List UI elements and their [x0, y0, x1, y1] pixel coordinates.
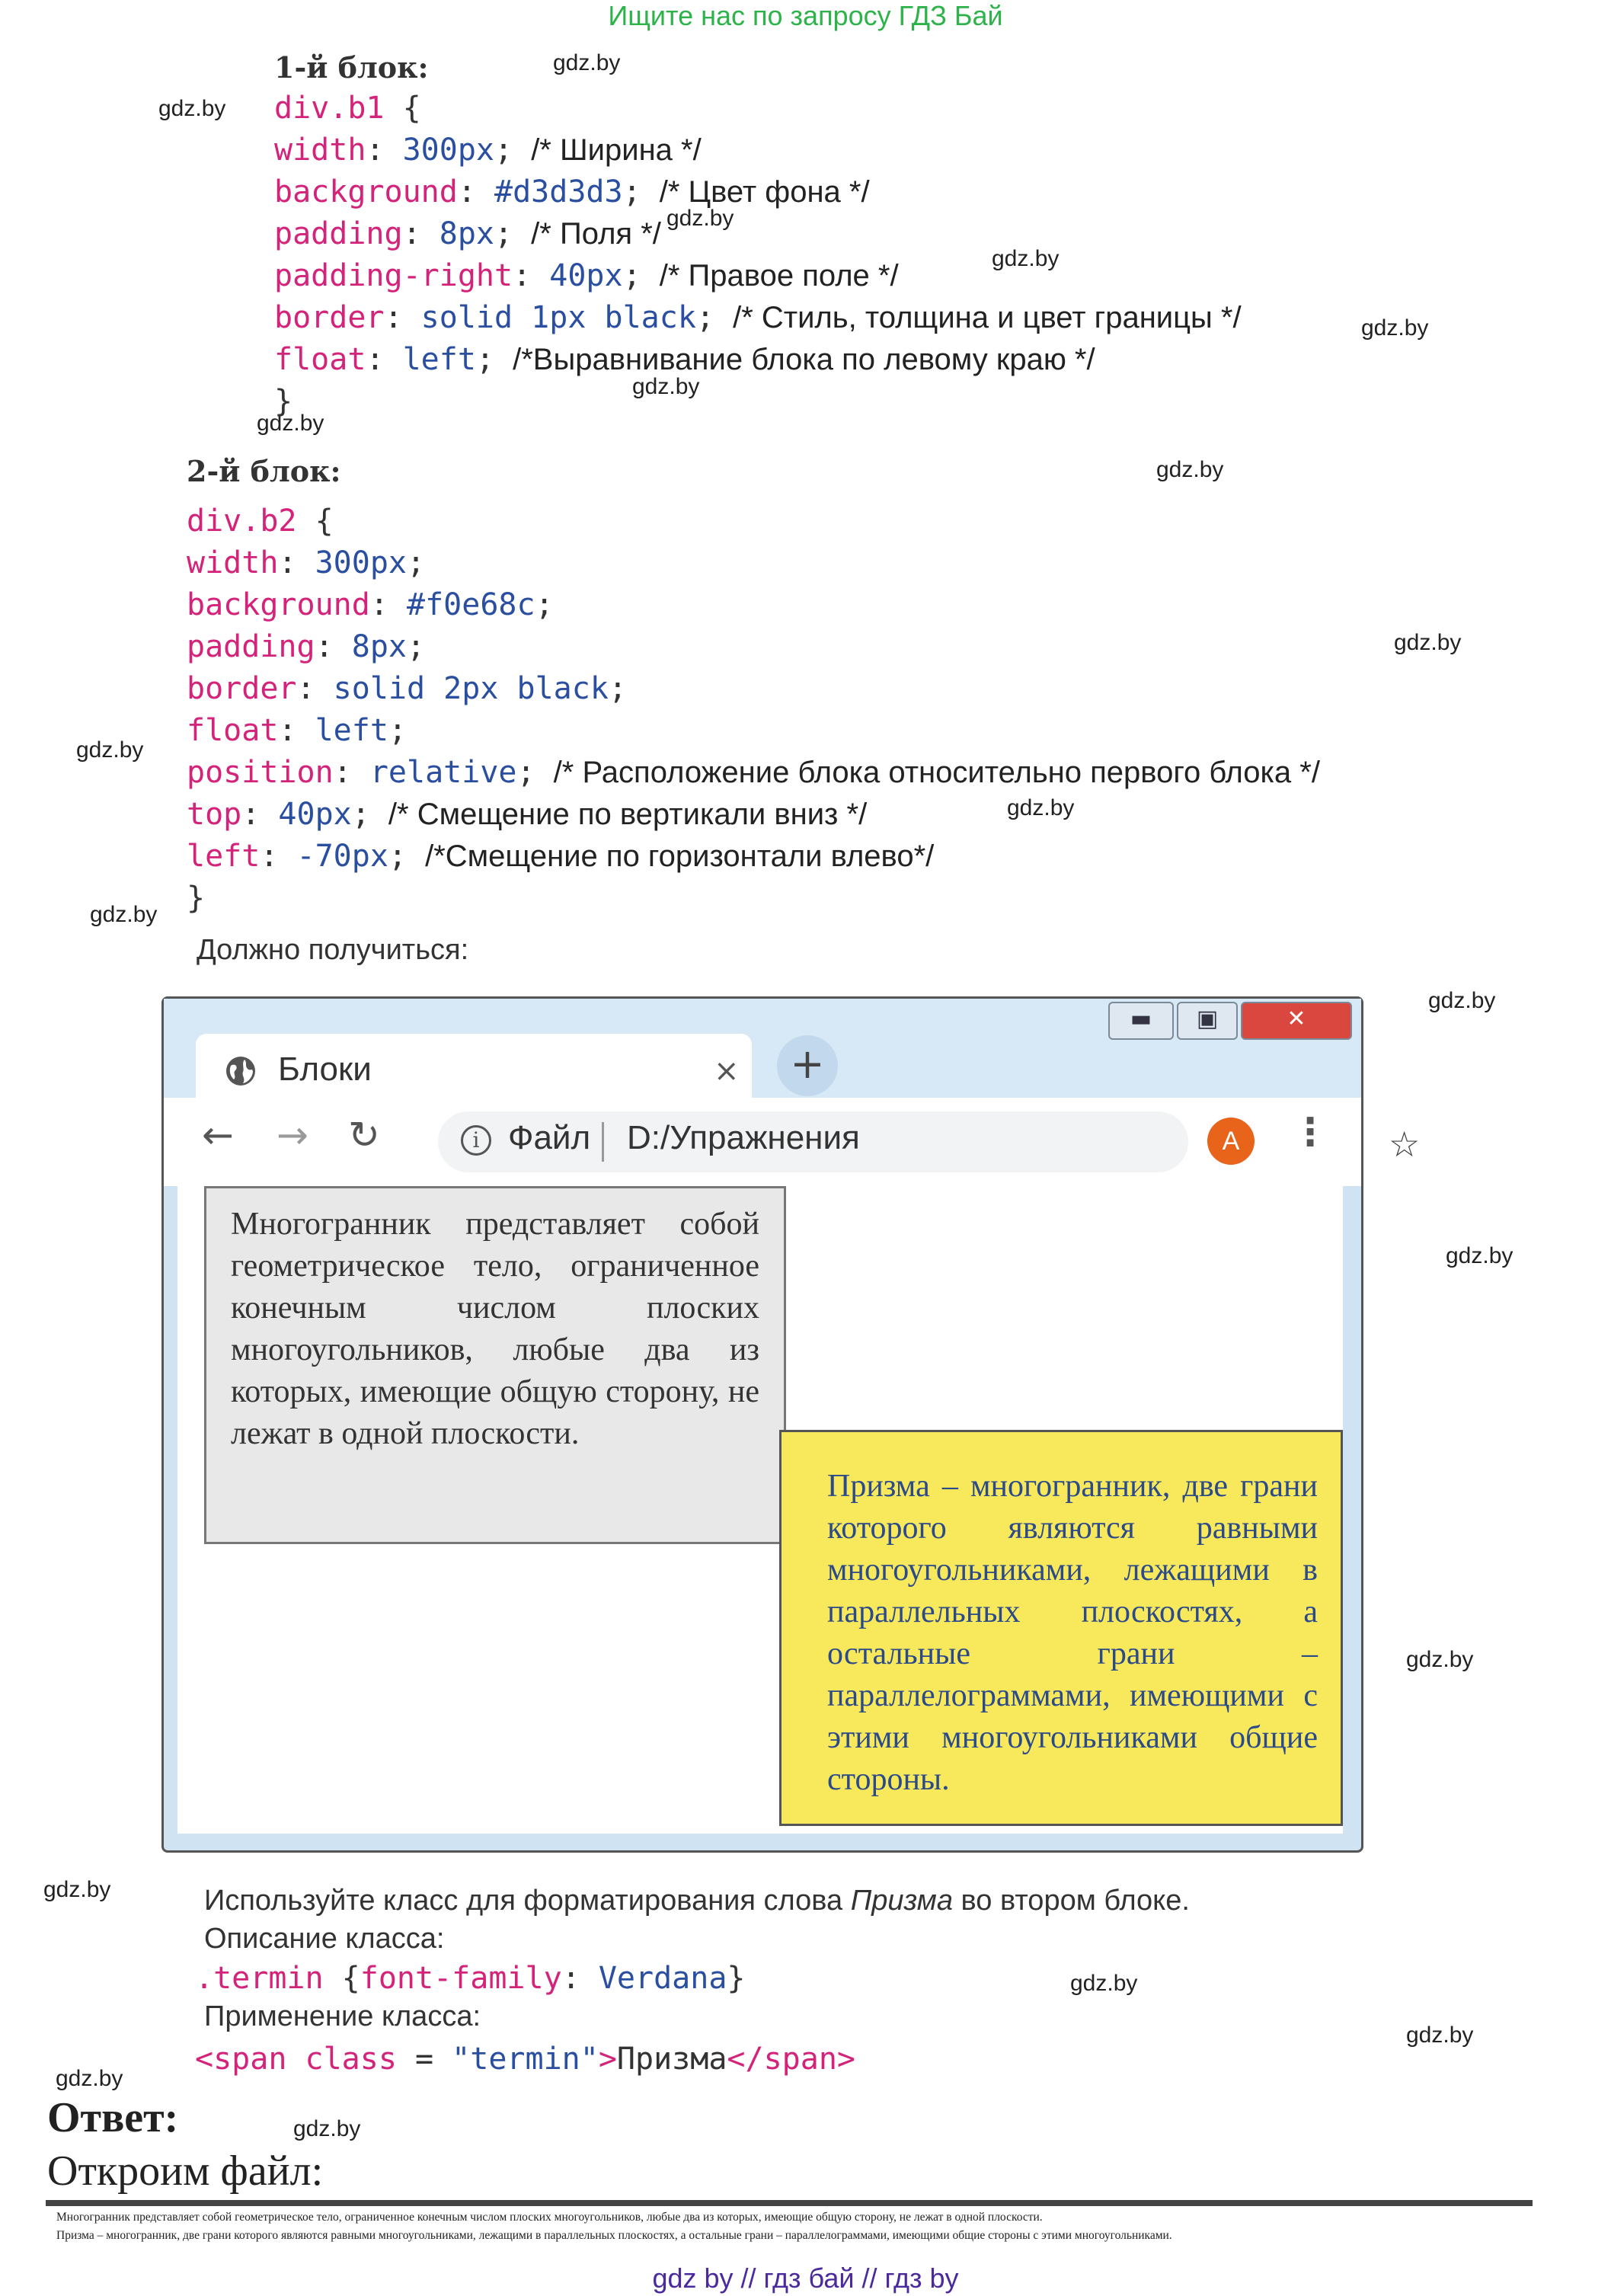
brace-close: } [727, 1961, 746, 1996]
brace-open: { [296, 504, 334, 539]
watermark: gdz.by [76, 737, 144, 763]
task-text: Используйте класс для форматирования слова [204, 1885, 851, 1917]
css-prop: border [274, 300, 385, 335]
brace-open: { [323, 1961, 360, 1996]
css-prop: padding-right [274, 258, 513, 293]
watermark: gdz.by [1007, 795, 1075, 820]
css-prop: float [187, 713, 279, 748]
divider [602, 1122, 604, 1162]
tab-bar [164, 999, 1361, 1098]
css-value: -70px [296, 839, 388, 874]
top-banner[interactable]: Ищите нас по запросу ГДЗ Бай [608, 0, 1003, 31]
watermark: gdz.by [992, 246, 1060, 271]
result-label: Должно получиться: [197, 934, 469, 966]
css-comment: /* Смещение по вертикали вниз */ [388, 798, 868, 831]
brace-open: { [384, 91, 421, 126]
info-icon[interactable]: i [461, 1125, 491, 1156]
watermark: gdz.by [257, 411, 324, 436]
task-term: Призма [850, 1885, 953, 1917]
css-value: 8px [351, 629, 407, 664]
css-value: relative [369, 755, 517, 790]
css-value: #d3d3d3 [494, 174, 623, 209]
watermark: gdz.by [158, 96, 226, 121]
css-value: 8px [439, 216, 494, 251]
toolbar [164, 1098, 1421, 1186]
forward-button[interactable]: → [276, 1113, 308, 1157]
open-file-label: Откроим файл: [47, 2147, 324, 2195]
close-tab-icon[interactable]: × [714, 1054, 740, 1089]
css-value: 300px [315, 545, 408, 580]
css-prop: font-family [360, 1961, 562, 1996]
block1-heading: 1-й блок: [274, 50, 429, 85]
html-tag: > [598, 2042, 617, 2077]
star-icon[interactable]: ☆ [1389, 1124, 1421, 1165]
css-comment: /*Выравнивание блока по левому краю */ [513, 343, 1095, 376]
window-controls [1108, 1000, 1352, 1043]
css-comment: /*Смещение по горизонтали влево*/ [425, 839, 935, 873]
css-prop: left [187, 839, 261, 874]
class-use-label: Применение класса: [204, 2000, 481, 2032]
css-prop: padding [274, 216, 403, 251]
css-prop: width [274, 133, 366, 168]
brace-close: } [274, 384, 293, 419]
watermark: gdz.by [1446, 1243, 1514, 1268]
css-value: Verdana [598, 1961, 727, 1996]
css-value: 40px [278, 797, 352, 832]
brace-close: } [187, 881, 206, 916]
equals: = [396, 2042, 452, 2077]
rendered-b1-text: Многогранник представляет собой геометрическое тело, ограниченное конечным числом плоских многоугольников, любые два из которых, имеющие общую сторону, не лежат в одной плоскости. [56, 2211, 1043, 2224]
css-value: left [402, 342, 476, 377]
watermark: gdz.by [553, 50, 621, 75]
css-value: 40px [549, 258, 623, 293]
watermark: gdz.by [1406, 1647, 1474, 1672]
selector: div.b2 [187, 504, 297, 539]
css-prop: position [187, 755, 334, 790]
watermark: gdz.by [293, 2116, 361, 2141]
css-prop: width [187, 545, 279, 580]
block1-code: div.b1 { width: 300px; /* Ширина */ background: #d3d3d3; /* Цвет фона */ padding: 8px; /* Поля */ padding-right: 40px; /* Правое поле */ border: solid 1px black; /* Стиль, толщина и цвет границы */ float: left; /*Выравнивание блока по левому краю */ } [274, 91, 1242, 419]
watermark: gdz.by [43, 1877, 111, 1902]
reload-button[interactable]: ↻ [348, 1113, 380, 1157]
css-value: left [315, 713, 388, 748]
css-value: 300px [402, 133, 495, 168]
close-window-button[interactable]: ✕ [1241, 1002, 1352, 1040]
globe-icon [225, 1055, 257, 1087]
watermark: gdz.by [90, 902, 158, 927]
profile-avatar[interactable]: A [1207, 1118, 1255, 1165]
tab-blocks[interactable] [196, 1034, 752, 1107]
css-prop: padding [187, 629, 315, 664]
browser-window [161, 996, 1421, 1853]
css-prop: background [274, 174, 458, 209]
maximize-button[interactable]: ▣ [1177, 1002, 1238, 1040]
watermark: gdz.by [1394, 630, 1462, 655]
class-desc-label: Описание класса: [204, 1923, 445, 1955]
task-text: во втором блоке. [952, 1885, 1190, 1917]
back-button[interactable]: ← [202, 1113, 234, 1157]
answer-heading: Ответ: [47, 2094, 179, 2141]
address-bar[interactable] [438, 1111, 1421, 1172]
rendered-b2-text: Призма – многогранник, две грани которого являются равными многоугольниками, лежащими в параллельных плоскостях, а остальные грани – параллелограммами, имеющими общие стороны с этими многоугольниками. [56, 2229, 1172, 2242]
watermark: gdz.by [1070, 1971, 1138, 1996]
minimize-button[interactable]: ▬ [1108, 1002, 1174, 1040]
termin-html [195, 2039, 855, 2080]
tab-title: Блоки [278, 1050, 372, 1088]
watermark: gdz.by [632, 374, 700, 399]
css-prop: background [187, 587, 370, 622]
css-comment: /* Ширина */ [531, 133, 702, 167]
watermark: gdz.by [666, 206, 734, 231]
termin-css [195, 1958, 746, 2000]
selector: div.b1 [274, 91, 385, 126]
colon: : [561, 1961, 599, 1996]
css-selector: .termin [195, 1961, 324, 1996]
block2-heading: 2-й блок: [187, 454, 341, 488]
css-prop: top [187, 797, 242, 832]
html-tag: <span class [195, 2042, 397, 2077]
rendered-page-border [46, 2200, 1533, 2206]
css-comment: /* Цвет фона */ [659, 175, 870, 209]
css-value: #f0e68c [407, 587, 535, 622]
scheme-label: Файл [508, 1119, 591, 1156]
css-value: solid 1px black [420, 300, 696, 335]
css-comment: /* Стиль, толщина и цвет границы */ [733, 301, 1242, 334]
task-line [204, 1885, 1190, 1917]
watermark: gdz.by [1361, 315, 1429, 341]
html-attr: "termin" [452, 2042, 599, 2077]
page-viewport [177, 1186, 1343, 1834]
block-b1: Многогранник представляет собой геометрическое тело, ограниченное конечным числом плоских многоугольников, любые два из которых, имеющие общую сторону, не лежат в одной плоскости. [204, 1186, 786, 1544]
css-comment: /* Правое поле */ [659, 259, 899, 293]
watermark: gdz.by [1156, 457, 1224, 482]
url-text[interactable]: D:/Упражнения [627, 1119, 860, 1156]
css-prop: float [274, 342, 366, 377]
watermark: gdz.by [1406, 2023, 1474, 2048]
css-comment: /* Расположение блока относительно первого блока */ [553, 756, 1320, 789]
css-value: solid 2px black [333, 671, 609, 706]
html-tag: </span> [727, 2042, 855, 2077]
menu-icon[interactable]: ⋮ [1291, 1110, 1329, 1154]
footer-links[interactable]: gdz by // гдз бай // гдз by [652, 2262, 959, 2294]
block2-code: div.b2 { width: 300px; background: #f0e68c; padding: 8px; border: solid 2px black; float: left; position: relative; /* Расположение блока относительно первого блока */ top: 40px; /* Смещение по вертикали вниз */ left: -70px; /*Смещение по горизонтали влево*/ } [187, 504, 1320, 916]
css-comment: /* Поля */ [531, 217, 661, 251]
block-b2: Призма – многогранник, две грани которого являются равными многоугольниками, лежащими в параллельных плоскостях, а остальные грани – параллелограммами, имеющими с этими многоугольниками общие стороны. [779, 1430, 1343, 1826]
watermark: gdz.by [56, 2066, 123, 2091]
css-prop: border [187, 671, 297, 706]
watermark: gdz.by [1428, 988, 1496, 1013]
new-tab-button[interactable]: + [777, 1035, 838, 1096]
html-text: Призма [616, 2042, 727, 2077]
